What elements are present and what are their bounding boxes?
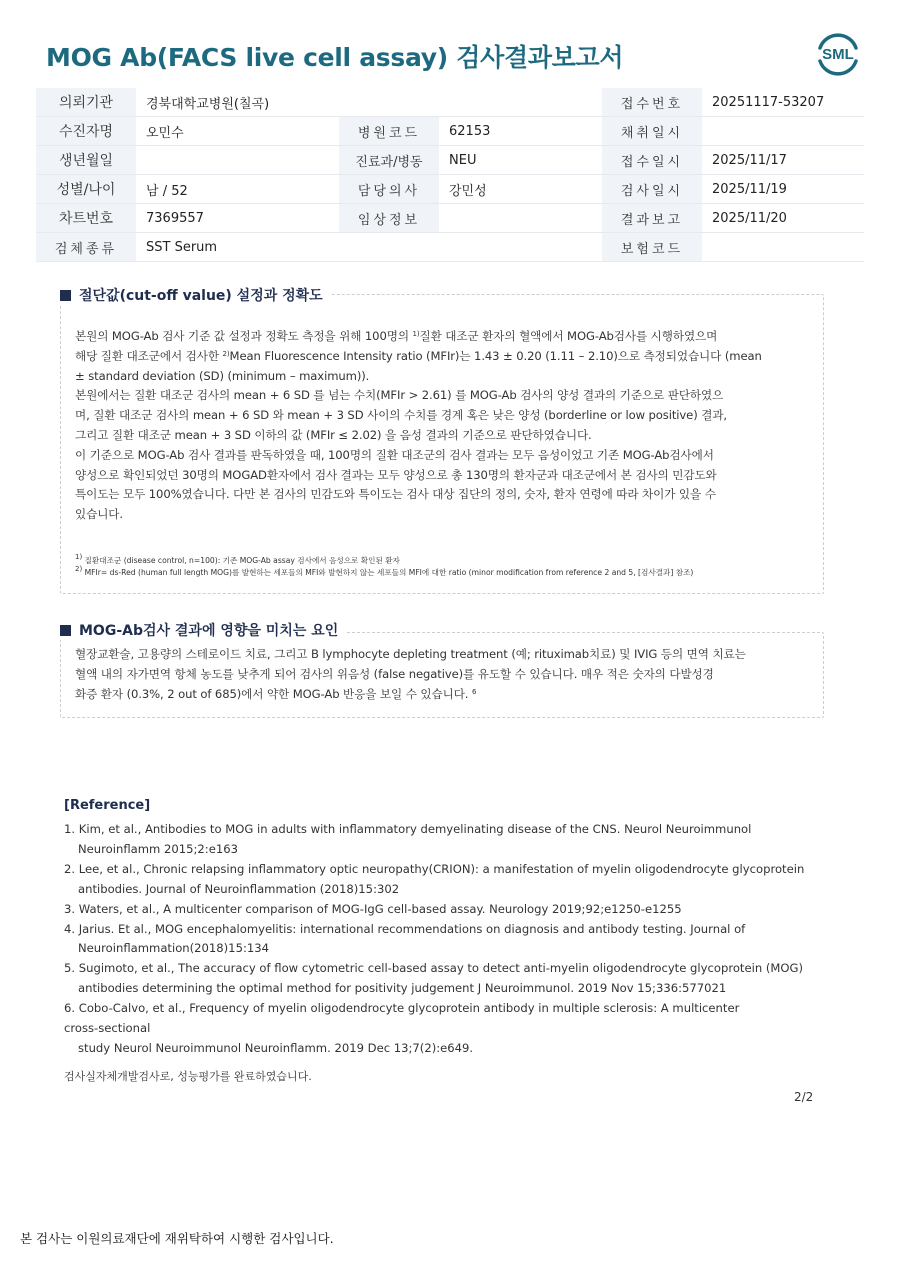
info-value: 2025/11/19 bbox=[702, 175, 864, 204]
text-line: 이 기준으로 MOG-Ab 검사 결과를 판독하였을 때, 100명의 질환 대조군의 검사 결과는 모두 음성이었고 기존 MOG-Ab검사에서 bbox=[75, 447, 714, 462]
info-label: 수진자명 bbox=[36, 117, 136, 146]
info-label: 담당의사 bbox=[339, 175, 439, 204]
reference-line: 2. Lee, et al., Chronic relapsing inflammatory optic neuropathy(CRION): a manifestation of myelin oligodendrocyte glycoprotein bbox=[64, 861, 805, 876]
text-line: 있습니다. bbox=[75, 507, 123, 522]
info-value: SST Serum bbox=[136, 233, 339, 262]
factors-section bbox=[60, 632, 824, 718]
text-line: 혈장교환술, 고용량의 스테로이드 치료, 그리고 B lymphocyte depleting treatment (예; rituximab치료) 및 IVIG 등의 면역 치료는 bbox=[75, 647, 746, 661]
square-bullet-icon bbox=[60, 290, 71, 301]
info-empty bbox=[439, 233, 602, 262]
info-value: 경북대학교병원(칠곡) bbox=[136, 88, 339, 117]
info-row bbox=[36, 233, 864, 262]
info-value: 62153 bbox=[439, 117, 602, 146]
logo-text: SML bbox=[822, 46, 854, 63]
info-label: 접수번호 bbox=[602, 88, 702, 117]
info-label: 임상정보 bbox=[339, 204, 439, 233]
reference-line: 6. Cobo-Calvo, et al., Frequency of myelin oligodendrocyte glycoprotein antibody in multiple sclerosis: A multicenter bbox=[64, 1001, 740, 1016]
page-number: 2/2 bbox=[794, 1090, 814, 1104]
text-line: 본원에서는 질환 대조군 검사의 mean + 6 SD 를 넘는 수치(MFIr > 2.61) 를 MOG-Ab 검사의 양성 결과의 기준으로 판단하였으 bbox=[75, 388, 724, 403]
info-value bbox=[702, 117, 864, 146]
reference-line: Neuroinflammation(2018)15:134 bbox=[78, 941, 269, 956]
reference-list bbox=[64, 820, 824, 1059]
info-empty bbox=[439, 88, 602, 117]
footnotes bbox=[75, 555, 819, 579]
info-value: 20251117-53207 bbox=[702, 88, 864, 117]
info-label: 진료과/병동 bbox=[339, 146, 439, 175]
info-label: 차트번호 bbox=[36, 204, 136, 233]
factors-paragraph bbox=[75, 645, 819, 704]
info-empty bbox=[339, 233, 439, 262]
report-title: MOG Ab(FACS live cell assay) 검사결과보고서 bbox=[46, 43, 624, 72]
reference-heading: [Reference] bbox=[64, 798, 151, 813]
info-label: 결과보고 bbox=[602, 204, 702, 233]
info-row bbox=[36, 117, 864, 146]
reference-line: 5. Sugimoto, et al., The accuracy of flow cytometric cell-based assay to detect anti-myelin oligodendrocyte glycoprotein (MOG) bbox=[64, 961, 804, 976]
text-line: 양성으로 확인되었던 30명의 MOGAD환자에서 검사 결과는 모두 양성으로 총 130명의 환자군과 대조군에서 본 검사의 민감도와 bbox=[75, 467, 717, 482]
reference-line: 3. Waters, et al., A multicenter comparison of MOG-IgG cell-based assay. Neurology 2019;92;e1250-e1255 bbox=[64, 901, 682, 916]
info-value: 7369557 bbox=[136, 204, 339, 233]
reference-line: Neuroinflamm 2015;2:e163 bbox=[78, 841, 238, 856]
info-label: 검사일시 bbox=[602, 175, 702, 204]
info-label: 생년월일 bbox=[36, 146, 136, 175]
info-label: 병원코드 bbox=[339, 117, 439, 146]
info-value: 2025/11/17 bbox=[702, 146, 864, 175]
info-row bbox=[36, 204, 864, 233]
info-row bbox=[36, 175, 864, 204]
reference-line: 4. Jarius. Et al., MOG encephalomyelitis: international recommendations on diagnosis and antibody testing. Journal of bbox=[64, 921, 746, 936]
info-label: 검체종류 bbox=[36, 233, 136, 262]
info-row bbox=[36, 146, 864, 175]
info-label: 채취일시 bbox=[602, 117, 702, 146]
info-value bbox=[702, 233, 864, 262]
info-value bbox=[439, 204, 602, 233]
footnote: $^{1)}$ 질환대조군 (disease control, n=100): 기존 MOG-Ab assay 검사에서 음성으로 확인된 환자 bbox=[75, 553, 400, 565]
info-label: 의뢰기관 bbox=[36, 88, 136, 117]
info-value: 강민성 bbox=[439, 175, 602, 204]
reference-line: study Neurol Neuroimmunol Neuroinflamm. 2019 Dec 13;7(2):e649. bbox=[78, 1040, 474, 1055]
info-value: NEU bbox=[439, 146, 602, 175]
text-line: 특이도는 모두 100%였습니다. 다만 본 검사의 민감도와 특이도는 검사 대상 집단의 정의, 숫자, 환자 연령에 따라 차이가 있을 수 bbox=[75, 487, 716, 502]
cutoff-section bbox=[60, 294, 824, 594]
text-line: 며, 질환 대조군 검사의 mean + 6 SD 와 mean + 3 SD 사이의 수치를 경계 혹은 낮은 양성 (borderline or low positive) 결과, bbox=[75, 408, 728, 423]
footer-note: 본 검사는 이원의료재단에 재위탁하여 시행한 검사입니다. bbox=[20, 1231, 334, 1246]
validation-note: 검사실자체개발검사로, 성능평가를 완료하였습니다. bbox=[64, 1070, 312, 1083]
info-empty bbox=[339, 88, 439, 117]
text-line: 본원의 MOG-Ab 검사 기준 값 설정과 정확도 측정을 위해 100명의 $^{1)}$질환 대조군 환자의 혈액에서 MOG-Ab검사를 시행하였으며 bbox=[75, 329, 718, 343]
info-value: 오민수 bbox=[136, 117, 339, 146]
sml-logo bbox=[812, 28, 864, 80]
info-row bbox=[36, 88, 864, 117]
patient-info-table bbox=[36, 88, 864, 262]
info-label: 보험코드 bbox=[602, 233, 702, 262]
reference-line: antibodies. Journal of Neuroinflammation (2018)15:302 bbox=[78, 881, 400, 896]
info-label: 성별/나이 bbox=[36, 175, 136, 204]
info-value bbox=[136, 146, 339, 175]
text-line: 그리고 질환 대조군 mean + 3 SD 이하의 값 (MFIr ≤ 2.02) 을 음성 결과의 기준으로 판단하였습니다. bbox=[75, 427, 592, 442]
reference-line: cross-sectional bbox=[64, 1021, 151, 1036]
footnote: $^{2)}$ MFIr= ds-Red (human full length MOG)를 발현하는 세포들의 MFI와 발현하지 않는 세포들의 MFI에 대한 ratio (minor modification from reference 2 and 5, [검사결과] 참조) bbox=[75, 565, 694, 577]
cutoff-heading: 절단값(cut-off value) 설정과 정확도 bbox=[60, 285, 331, 305]
reference-line: 1. Kim, et al., Antibodies to MOG in adults with inflammatory demyelinating disease of the CNS. Neurol Neuroimmunol bbox=[64, 822, 752, 836]
text-line: 혈액 내의 자가면역 항체 농도를 낮추게 되어 검사의 위음성 (false negative)를 유도할 수 있습니다. 매우 적은 숫자의 다발성경 bbox=[75, 666, 714, 681]
info-value: 2025/11/20 bbox=[702, 204, 864, 233]
square-bullet-icon bbox=[60, 625, 71, 636]
text-line: 화증 환자 (0.3%, 2 out of 685)에서 약한 MOG-Ab 반응을 보일 수 있습니다. $^6$ bbox=[75, 686, 477, 701]
text-line: ± standard deviation (SD) (minimum – maximum)). bbox=[75, 368, 370, 383]
reference-line: antibodies determining the optimal method for positivity judgement J Neuroimmunol. 2019 Nov 15;336:577021 bbox=[78, 981, 727, 996]
factors-heading: MOG-Ab검사 결과에 영향을 미치는 요인 bbox=[60, 620, 346, 640]
info-label: 접수일시 bbox=[602, 146, 702, 175]
info-value: 남 / 52 bbox=[136, 175, 339, 204]
cutoff-paragraph bbox=[75, 327, 819, 525]
text-line: 해당 질환 대조군에서 검사한 $^{2)}$Mean Fluorescence Intensity ratio (MFIr)는 1.43 ± 0.20 (1.11 – 2.10)으로 측정되었습니다 (mean bbox=[75, 348, 762, 363]
